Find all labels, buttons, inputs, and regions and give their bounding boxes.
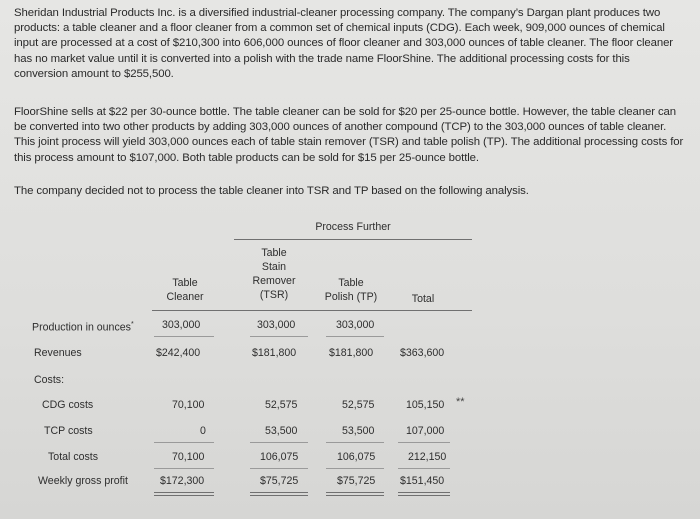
rule-total-costs-tc xyxy=(154,468,214,469)
row-label-gross-profit: Weekly gross profit xyxy=(38,475,128,487)
row-label-total-costs: Total costs xyxy=(48,451,99,463)
cell-gross-profit-tc: $172,300 xyxy=(160,475,205,487)
rule-total-costs-total xyxy=(398,468,450,469)
intro-paragraph-3: The company decided not to process the table cleaner into TSR and TP based on the following analysis. xyxy=(14,185,529,197)
cell-gross-profit-total: $151,450 xyxy=(400,475,445,487)
cell-total-costs-total: 212,150 xyxy=(408,451,447,463)
dbl-rule-gp-total-1 xyxy=(398,492,450,493)
dbl-rule-gp-tsr-2 xyxy=(250,495,308,496)
cell-total-costs-tp: 106,075 xyxy=(337,451,376,463)
dbl-rule-gp-tc-1 xyxy=(154,492,214,493)
row-label-tcp: TCP costs xyxy=(44,425,93,437)
cell-production-tp: 303,000 xyxy=(336,319,375,331)
rule-production-tsr xyxy=(250,336,308,337)
cell-cdg-total: 105,150 xyxy=(406,399,445,411)
cell-total-costs-tc: 70,100 xyxy=(172,451,205,463)
cell-revenues-tp: $181,800 xyxy=(329,347,374,359)
intro-paragraph-2: FloorShine sells at $22 per 30-ounce bottle. The table cleaner can be sold for $20 per 25-ounce bottle. However, the table cleaner can be converted into two other products by adding 303,000 ounces of another compound (TCP) to the 303,000 ounces of table cleaner. This joint process will yield 303,000 ounces each of table stain remover (TSR) and table polish (TP). The additional processing costs for this process amount to $107,000. Both table products can be sold for $15 per 25-ounce bottle. xyxy=(14,106,684,164)
rule-tcp-tsr xyxy=(250,442,308,443)
dbl-rule-gp-tc-2 xyxy=(154,495,214,496)
cdg-footnote-mark: ** xyxy=(456,396,465,408)
row-label-costs: Costs: xyxy=(34,374,65,386)
cell-production-tsr: 303,000 xyxy=(257,319,296,331)
rule-tcp-tc xyxy=(154,442,214,443)
group-header-rule xyxy=(234,239,472,240)
col-header-tp: Table Polish (TP) xyxy=(324,277,378,303)
analysis-table xyxy=(0,212,700,512)
cell-gross-profit-tp: $75,725 xyxy=(337,475,376,487)
cell-tcp-tc: 0 xyxy=(200,425,206,437)
rule-total-costs-tp xyxy=(326,468,384,469)
cell-cdg-tp: 52,575 xyxy=(342,399,375,411)
row-label-production: Production in ounces* xyxy=(32,321,134,334)
dbl-rule-gp-tp-1 xyxy=(326,492,384,493)
cell-total-costs-tsr: 106,075 xyxy=(260,451,299,463)
cell-tcp-tp: 53,500 xyxy=(342,425,375,437)
cell-tcp-total: 107,000 xyxy=(406,425,445,437)
row-label-cdg: CDG costs xyxy=(42,399,94,411)
rule-tcp-total xyxy=(398,442,450,443)
rule-production-tc xyxy=(154,336,214,337)
cell-cdg-tc: 70,100 xyxy=(172,399,205,411)
dbl-rule-gp-tp-2 xyxy=(326,495,384,496)
col-header-total: Total xyxy=(411,293,435,305)
cell-revenues-total: $363,600 xyxy=(400,347,445,359)
col-header-tsr: Table Stain Remover (TSR) xyxy=(252,247,296,301)
cell-revenues-tc: $242,400 xyxy=(156,347,201,359)
dbl-rule-gp-tsr-1 xyxy=(250,492,308,493)
dbl-rule-gp-total-2 xyxy=(398,495,450,496)
rule-tcp-tp xyxy=(326,442,384,443)
row-label-revenues: Revenues xyxy=(34,347,82,359)
process-further-header: Process Further xyxy=(315,221,391,233)
intro-paragraph-1: Sheridan Industrial Products Inc. is a diversified industrial-cleaner processing company. The company’s Dargan plant produces two products: a table cleaner and a floor cleaner from a common set of chemical inputs (CDG). Each week, 909,000 ounces of chemical input are processed at a cost of $210,300 into 606,000 ounces of floor cleaner and 303,000 ounces of table cleaner. The floor cleaner has no market value until it is converted into a polish with the trade name FloorShine. The additional processing costs for this conversion amount to $255,500. xyxy=(14,7,674,80)
header-rule xyxy=(152,310,472,311)
rule-production-tp xyxy=(326,336,384,337)
cell-gross-profit-tsr: $75,725 xyxy=(260,475,299,487)
cell-production-tc: 303,000 xyxy=(162,319,201,331)
col-header-table-cleaner: Table Cleaner xyxy=(166,277,204,303)
cell-cdg-tsr: 52,575 xyxy=(265,399,298,411)
cell-revenues-tsr: $181,800 xyxy=(252,347,297,359)
cell-tcp-tsr: 53,500 xyxy=(265,425,298,437)
rule-total-costs-tsr xyxy=(250,468,308,469)
